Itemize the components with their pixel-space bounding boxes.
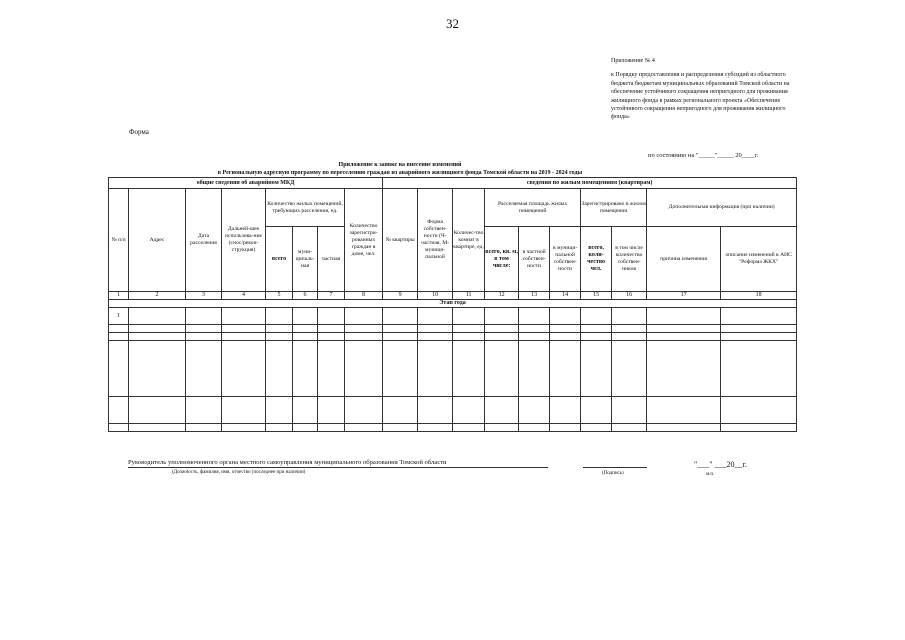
col-date: Дата расселения	[186, 189, 222, 292]
column-number: 17	[647, 292, 721, 300]
col-area-municipal: в муници-пальной собствен-ности	[550, 227, 581, 292]
col-area-private: в частной собствен-ности	[519, 227, 550, 292]
column-number: 18	[721, 292, 797, 300]
signatory-position: Руководитель уполномоченного органа местного самоуправления муниципального образования Томской области	[128, 459, 548, 468]
appendix-title: Приложение № 4	[611, 58, 655, 64]
seal-place: м.п.	[706, 472, 715, 477]
col-reg-owners: в том числе количество собствен-ников	[612, 227, 647, 292]
col-area-group: Расселяемая площадь жилых помещений	[485, 189, 581, 227]
signature-line	[583, 467, 647, 468]
form-label: Форма	[129, 128, 149, 136]
column-number: 9	[383, 292, 418, 300]
column-number: 8	[345, 292, 383, 300]
table-row	[109, 424, 797, 432]
col-num: № п/п	[109, 189, 129, 292]
table-row	[109, 333, 797, 341]
table-row	[109, 341, 797, 397]
col-residents: Количество зарегистри-рованных граждан в доме, чел.	[345, 189, 383, 292]
column-number: 15	[581, 292, 612, 300]
group-premises-header: сведения по жилым помещениям (квартирам)	[383, 178, 797, 189]
column-number: 7	[318, 292, 345, 300]
column-number: 10	[418, 292, 453, 300]
col-changes: описание изменений в АИС "Реформа ЖКХ"	[721, 227, 797, 292]
stage-row: Этап года	[109, 300, 797, 308]
column-number-row	[109, 292, 797, 300]
col-reasons: причина изменения	[647, 227, 721, 292]
column-number: 14	[550, 292, 581, 300]
column-number: 2	[129, 292, 186, 300]
row-number: 1	[109, 308, 129, 325]
document-title	[120, 161, 680, 177]
application-table	[108, 177, 797, 432]
col-further-use: Дальней-шее использова-ние (снос/рекон-струкция)	[222, 189, 266, 292]
col-rooms: Количес-тво комнат в квартире, ед.	[453, 189, 485, 292]
col-total: всего	[266, 227, 293, 292]
title-line-1: Приложение к заявке на внесение изменений	[338, 162, 462, 168]
col-municipal: муни-ципаль-ная	[293, 227, 318, 292]
column-number: 4	[222, 292, 266, 300]
column-number: 12	[485, 292, 519, 300]
col-apartment-no: № квартиры	[383, 189, 418, 292]
col-extra-group: Дополнительная информация (при наличии)	[647, 189, 797, 227]
col-private: частная	[318, 227, 345, 292]
column-number: 16	[612, 292, 647, 300]
table-row	[109, 397, 797, 424]
signatory-note: (Должность, фамилия, имя, отчество (последнее при наличии)	[172, 470, 306, 475]
as-of-date: по состоянию на "_____"_____ 20____г.	[648, 152, 759, 159]
table-row	[109, 308, 797, 325]
appendix-block	[611, 57, 801, 122]
column-number: 13	[519, 292, 550, 300]
col-reg-total: всего, коли-чество чел.	[581, 227, 612, 292]
signature-date: "___" ___20__г.	[694, 460, 747, 469]
column-number: 11	[453, 292, 485, 300]
group-mkd-header: общие сведения об аварийном МКД	[109, 178, 383, 189]
column-number: 1	[109, 292, 129, 300]
signature-label: (Подпись)	[602, 471, 624, 476]
appendix-text: к Порядку предоставления и распределения субсидий из областного бюджета бюджетам муниципальных образований Томской области на обеспечение устойчивого сокращения непригодного для проживания жилищного фонда в рамках регионального проекта «Обеспечение устойчивого сокращения непригодного для проживания жилищного фонда»	[611, 72, 790, 121]
title-line-2: в Региональную адресную программу по переселению граждан из аварийного жилищного фонда Томской области на 2019 - 2024 годы	[217, 170, 583, 176]
col-area-total: всего, кв. м, в том числе:	[485, 227, 519, 292]
col-ownership: Форма собствен-ности (Ч-частная, М-муници-пальной	[418, 189, 453, 292]
col-qty-group: Количество жилых помещений, требующих расселения, ед.	[266, 189, 345, 227]
page-number: 32	[446, 16, 459, 31]
column-number: 3	[186, 292, 222, 300]
column-number: 6	[293, 292, 318, 300]
table-row	[109, 325, 797, 333]
col-reg-group: Зарегистрировано в жилом помещении	[581, 189, 647, 227]
col-address: Адрес	[129, 189, 186, 292]
column-number: 5	[266, 292, 293, 300]
